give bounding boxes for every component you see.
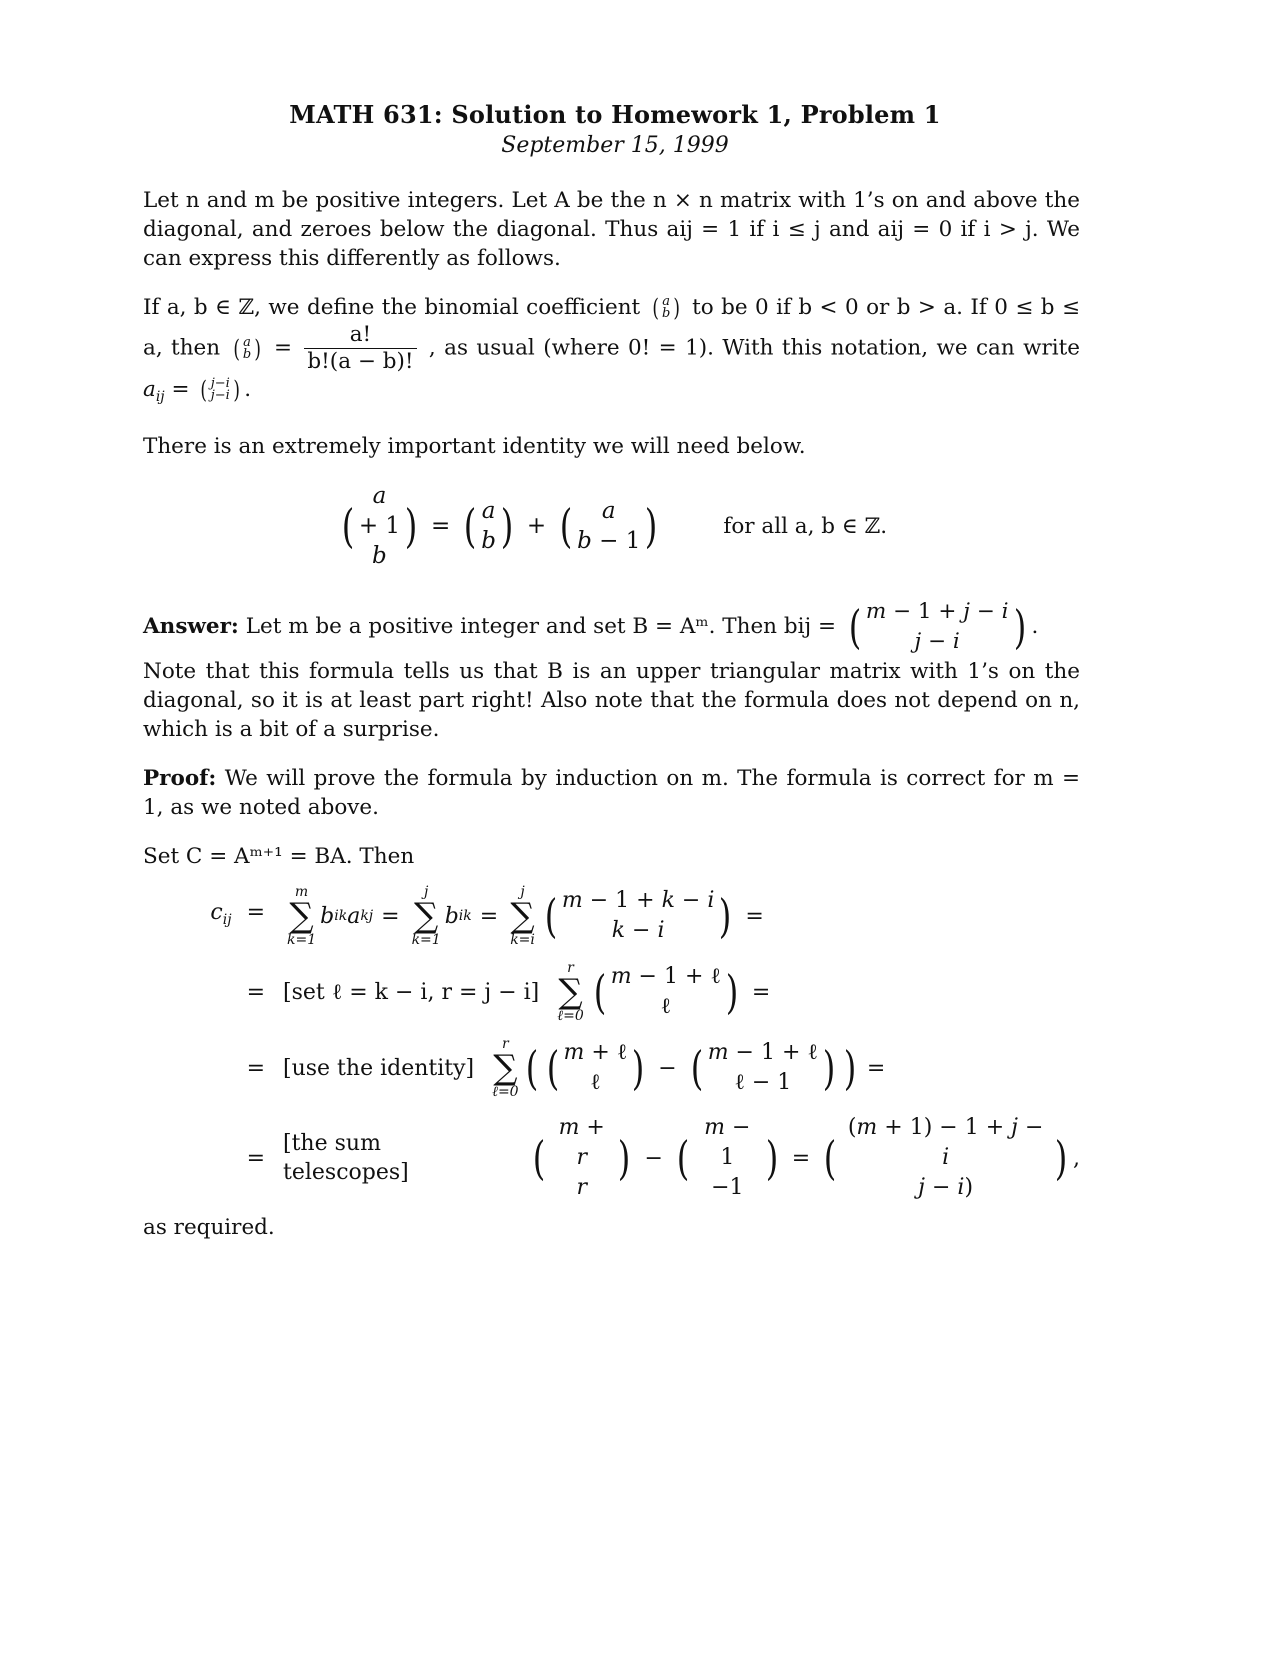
- proof-label: Proof:: [143, 766, 217, 791]
- header: [0, 100, 1230, 158]
- closing-line: as required.: [143, 1215, 275, 1240]
- factorial-fraction: [304, 322, 416, 375]
- set-line: Set C = Aᵐ⁺¹ = BA. Then: [143, 844, 415, 869]
- step-identity: [use the identity]: [283, 1055, 475, 1081]
- binomial-text-1: If a, b ∈ ℤ, we define the binomial coefficient: [143, 295, 641, 320]
- identity-equation: ( a + 1 b ) = ( a b ) + ( a b − 1 ) for all a, b ∈ ℤ.: [341, 483, 888, 569]
- binomial-text-3: , as usual (where 0! = 1). With this notation, we can write: [428, 335, 1080, 361]
- paragraph-definition: Let n and m be positive integers. Let A be the n × n matrix with 1’s on and above the diagonal, and zeroes below the diagonal. Thus aij = 1 if i ≤ j and aij = 0 if i > j. We can express this differently as follows.: [143, 188, 1080, 271]
- identity-note: for all a, b ∈ ℤ.: [723, 513, 888, 539]
- document-body: [143, 186, 1080, 1262]
- binom-a-b-2: ( a b ): [232, 334, 262, 363]
- step-telescope: [the sum telescopes]: [283, 1131, 409, 1185]
- paragraph-proof: [143, 764, 1080, 822]
- paragraph-answer: Answer: Let m be a positive integer and set B = Aᵐ. Then bij = ( m − 1 + j − i j − i ) . Note that this formula tells us that B is an upper triangular matrix with 1’s on the diagonal, so it is at least part right! Also note that the formula does not depend on n, which is a bit of a surprise.: [143, 599, 1080, 742]
- step-set: [set ℓ = k − i, r = j − i]: [283, 979, 540, 1005]
- answer-text-2: Note that this formula tells us that B is an upper triangular matrix with 1’s on the diagonal, so it is at least part right! Also note that the formula does not depend on n, which is a bit of a surprise.: [143, 659, 1080, 742]
- answer-label: Answer:: [143, 614, 239, 639]
- proof-derivation: $c_{ij}$ = m ∑ k=1 b ik a kj = j ∑ k=1 b ik = j ∑ k=i ( m − 1 + k − i k − i ) = = [set ℓ = k − i, r = j − i] r ∑ ℓ=0 ( m − 1 + ℓ ℓ ) = = [use the identity] r ∑ ℓ=0 ( ( m + ℓ ℓ ) − ( m − 1 + ℓ ℓ − 1 ) ) = = [the sum telescopes] ( m + r r ) − ( m − 1 −1 ) = ( (m + 1) − 1 + j − i j − i) ) ,: [210, 884, 1080, 1200]
- binom-aij: ( j−i j−i ): [200, 376, 240, 404]
- fraction-numerator: a!: [304, 322, 416, 349]
- paragraph-binomial: If a, b ∈ ℤ, we define the binomial coefficient ( a b ) to be 0 if b < 0 or b > a. If 0 ≤ b ≤ a, then ( a b ) = $\frac{a!}{b!(a - b)!}$ , as usual (where 0! = 1). With this notation, we can write $a_{ij}$ = ( j−i j−i ) .: [143, 294, 1080, 405]
- document-date: September 15, 1999: [501, 133, 729, 158]
- answer-text-1: Let m be a positive integer and set B = Aᵐ. Then bij =: [245, 614, 837, 639]
- binom-a-b: ( a b ): [652, 294, 681, 322]
- binomial-text-2: to be 0 if b < 0 or b > a. If 0 ≤ b ≤ a, then: [143, 295, 1080, 361]
- paragraph-identity-intro: There is an extremely important identity we will need below.: [143, 434, 806, 459]
- fraction-denominator: b!(a − b)!: [307, 349, 414, 374]
- document-title: MATH 631: Solution to Homework 1, Problem 1: [289, 100, 941, 129]
- proof-text: We will prove the formula by induction on m. The formula is correct for m = 1, as we noted above.: [143, 766, 1080, 820]
